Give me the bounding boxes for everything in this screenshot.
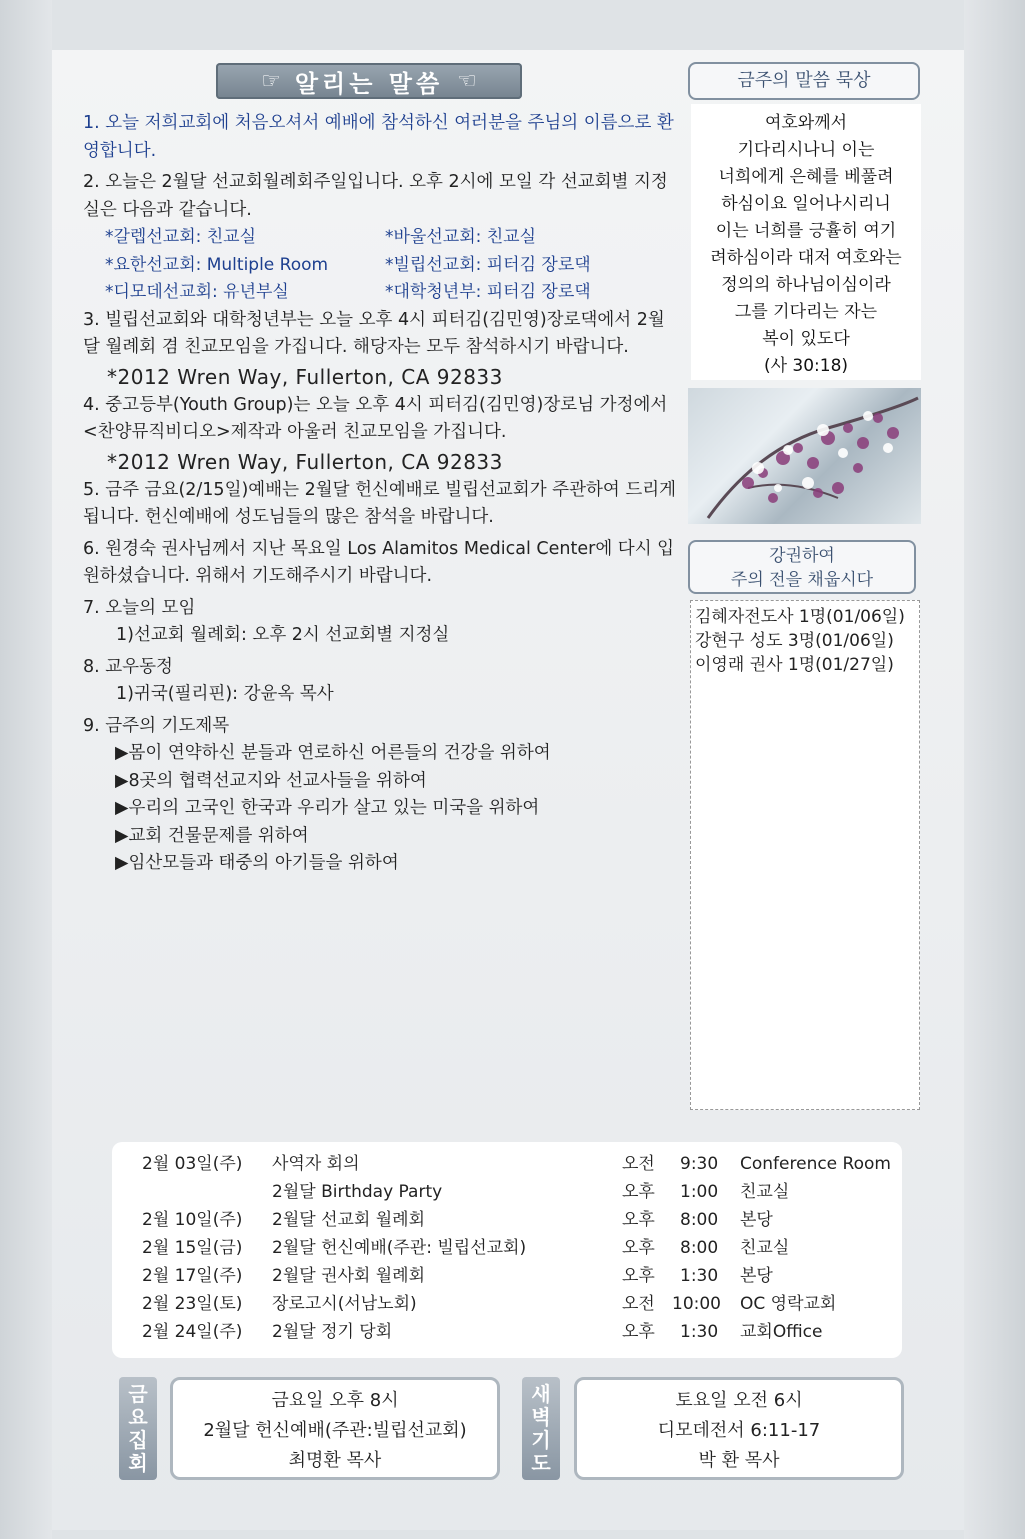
- dawn-prayer-label: [522, 1377, 560, 1480]
- page-edge-right: [964, 0, 1025, 1539]
- label-char: 새: [531, 1381, 551, 1406]
- label-char: 도: [531, 1450, 551, 1475]
- schedule-place: 본당: [740, 1210, 773, 1230]
- schedule-ampm: 오후: [622, 1182, 655, 1202]
- friday-meeting-label: [119, 1377, 157, 1480]
- label-char: 집: [128, 1427, 148, 1452]
- schedule-place: 본당: [740, 1266, 773, 1286]
- dawn-prayer-box: [574, 1377, 904, 1480]
- announcement-list: [83, 110, 681, 878]
- meditation-verse: [691, 104, 921, 380]
- announcement-8-detail: 1)귀국(필리핀): 강윤옥 목사: [116, 684, 334, 704]
- friday-meeting-box: [170, 1377, 500, 1480]
- schedule-time: 1:30: [680, 1322, 719, 1342]
- verse-line: 복이 있도다: [762, 329, 850, 349]
- announcement-2: 2. 오늘은 2월달 선교회월례회주일입니다. 오후 2시에 모일 각 선교회별 지정실은 다음과 같습니다.: [83, 172, 668, 220]
- schedule-ampm: 오후: [622, 1322, 655, 1342]
- address-1: *2012 Wren Way, Fullerton, CA 92833: [107, 364, 503, 389]
- evangelism-row: 김혜자전도사 1명(01/06일): [695, 607, 905, 627]
- dawn-time: 토요일 오전 6시: [675, 1390, 803, 1411]
- schedule-ampm: 오후: [622, 1210, 655, 1230]
- evangelism-title: [688, 540, 916, 594]
- pointing-hand-right-icon: ☜: [457, 68, 477, 94]
- schedule-time: 1:00: [680, 1182, 719, 1202]
- evangelism-title-line2: 주의 전을 채웁시다: [730, 570, 874, 590]
- schedule-time: 8:00: [680, 1238, 719, 1258]
- prayer-item: ▶교회 건물문제를 위하여: [115, 825, 309, 846]
- schedule-date: 2월 15일(금): [142, 1238, 243, 1258]
- snowy-flowers-photo: [688, 388, 921, 524]
- announcement-9: 9. 금주의 기도제목: [83, 715, 230, 736]
- verse-line: 정의의 하나님이심이라: [721, 275, 891, 295]
- room-item: *요한선교회: Multiple Room: [105, 254, 329, 275]
- announcement-1: 1. 오늘 저희교회에 처음오셔서 예배에 참석하신 여러분을 주님의 이름으로 환영합니다.: [83, 113, 674, 161]
- schedule-date: 2월 17일(주): [142, 1266, 243, 1286]
- pointing-hand-left-icon: ☞: [261, 68, 281, 94]
- schedule-date: 2월 10일(주): [142, 1210, 243, 1230]
- announcement-8: 8. 교우동정: [83, 656, 173, 677]
- schedule-place: OC 영락교회: [740, 1294, 837, 1314]
- label-char: 요: [128, 1404, 148, 1429]
- friday-preacher: 최명환 목사: [288, 1450, 382, 1471]
- room-item: *디모데선교회: 유년부실: [105, 282, 289, 302]
- schedule-date: 2월 23일(토): [142, 1294, 243, 1314]
- schedule-event: 2월달 Birthday Party: [272, 1182, 443, 1202]
- schedule-ampm: 오전: [622, 1154, 655, 1174]
- mission-room-list: [83, 224, 681, 307]
- prayer-item: ▶8곳의 협력선교지와 선교사들을 위하여: [115, 770, 427, 791]
- schedule-place: 친교실: [740, 1182, 790, 1202]
- verse-reference: (사 30:18): [763, 356, 849, 376]
- verse-line: 이는 너희를 긍휼히 여기: [715, 221, 897, 241]
- evangelism-title-line1: 강권하여: [769, 546, 835, 566]
- verse-line: 려하심이라 대저 여호와는: [710, 248, 902, 268]
- schedule-date: 2월 03일(주): [142, 1154, 243, 1174]
- verse-line: 그를 기다리는 자는: [734, 302, 878, 322]
- schedule-place: 친교실: [740, 1238, 790, 1258]
- schedule-place: 교회Office: [740, 1322, 823, 1342]
- meditation-title: 금주의 말씀 묵상: [688, 62, 920, 100]
- room-item: *빌립선교회: 피터김 장로댁: [385, 254, 591, 275]
- schedule-event: 2월달 선교회 월례회: [272, 1210, 425, 1230]
- schedule-event: 2월달 권사회 월례회: [272, 1266, 425, 1286]
- verse-line: 기다리시나니 이는: [737, 140, 875, 160]
- prayer-item: ▶임산모들과 태중의 아기들을 위하여: [115, 853, 399, 873]
- announcement-3: 3. 빌립선교회와 대학청년부는 오늘 오후 4시 피터김(김민영)장로댁에서 2월달 월례회 겸 친교모임을 가집니다. 해당자는 모두 참석하시기 바랍니다.: [83, 309, 665, 357]
- evangelism-list: [690, 600, 920, 1110]
- dawn-scripture: 디모데전서 6:11-17: [657, 1420, 821, 1441]
- label-char: 금: [128, 1381, 148, 1406]
- evangelism-row: 이영래 권사 1명(01/27일): [695, 655, 894, 675]
- prayer-item: ▶우리의 고국인 한국과 우리가 살고 있는 미국을 위하여: [115, 798, 540, 818]
- page-edge-left: [0, 0, 52, 1539]
- schedule-time: 9:30: [680, 1154, 719, 1174]
- schedule-event: 사역자 회의: [272, 1154, 360, 1174]
- label-char: 벽: [531, 1404, 551, 1429]
- schedule-ampm: 오후: [622, 1266, 655, 1286]
- dawn-preacher: 박 환 목사: [698, 1450, 780, 1471]
- room-item: *갈렙선교회: 친교실: [105, 227, 257, 247]
- evangelism-row: 강현구 성도 3명(01/06일): [695, 631, 894, 651]
- room-item: *대학청년부: 피터김 장로댁: [385, 282, 591, 302]
- room-item: *바울선교회: 친교실: [385, 227, 537, 247]
- label-char: 기: [531, 1427, 551, 1452]
- verse-line: 하심이요 일어나시리니: [721, 194, 891, 214]
- schedule-event: 장로고시(서남노회): [272, 1294, 417, 1314]
- schedule-date: 2월 24일(주): [142, 1322, 243, 1342]
- schedule-ampm: 오후: [622, 1238, 655, 1258]
- prayer-item: ▶몸이 연약하신 분들과 연로하신 어른들의 건강을 위하여: [115, 743, 551, 763]
- banner-title: 알리는 말씀: [294, 69, 444, 98]
- address-2: *2012 Wren Way, Fullerton, CA 92833: [107, 449, 503, 474]
- schedule-time: 1:30: [680, 1266, 719, 1286]
- announcement-5: 5. 금주 금요(2/15일)예배는 2월달 헌신예배로 빌립선교회가 주관하여 드리게 됩니다. 헌신예배에 성도님들의 많은 참석을 바랍니다.: [83, 479, 677, 527]
- schedule-time: 8:00: [680, 1210, 719, 1230]
- schedule-place: Conference Room: [740, 1154, 891, 1174]
- announcement-4: 4. 중고등부(Youth Group)는 오늘 오후 4시 피터김(김민영)장로님 가정에서 <찬양뮤직비디오>제작과 아울러 친교모임을 가집니다.: [83, 394, 668, 442]
- label-char: 회: [128, 1450, 148, 1475]
- verse-line: 너희에게 은혜를 베풀려: [718, 167, 894, 187]
- announcement-7: 7. 오늘의 모임: [83, 597, 196, 618]
- schedule-table: [112, 1142, 902, 1358]
- announcements-banner: [216, 63, 522, 99]
- announcement-7-detail: 1)선교회 월례회: 오후 2시 선교회별 지정실: [116, 625, 450, 645]
- schedule-event: 2월달 정기 당회: [272, 1322, 393, 1342]
- schedule-ampm: 오전: [622, 1294, 655, 1314]
- verse-line: 여호와께서: [764, 113, 848, 133]
- schedule-time: 10:00: [672, 1294, 721, 1314]
- friday-service: 2월달 헌신예배(주관:빌립선교회): [203, 1420, 467, 1441]
- friday-time: 금요일 오후 8시: [271, 1390, 399, 1411]
- announcement-6: 6. 원경숙 권사님께서 지난 목요일 Los Alamitos Medical Center에 다시 입원하셨습니다. 위해서 기도해주시기 바랍니다.: [83, 538, 675, 586]
- schedule-event: 2월달 헌신예배(주관: 빌립선교회): [272, 1238, 527, 1258]
